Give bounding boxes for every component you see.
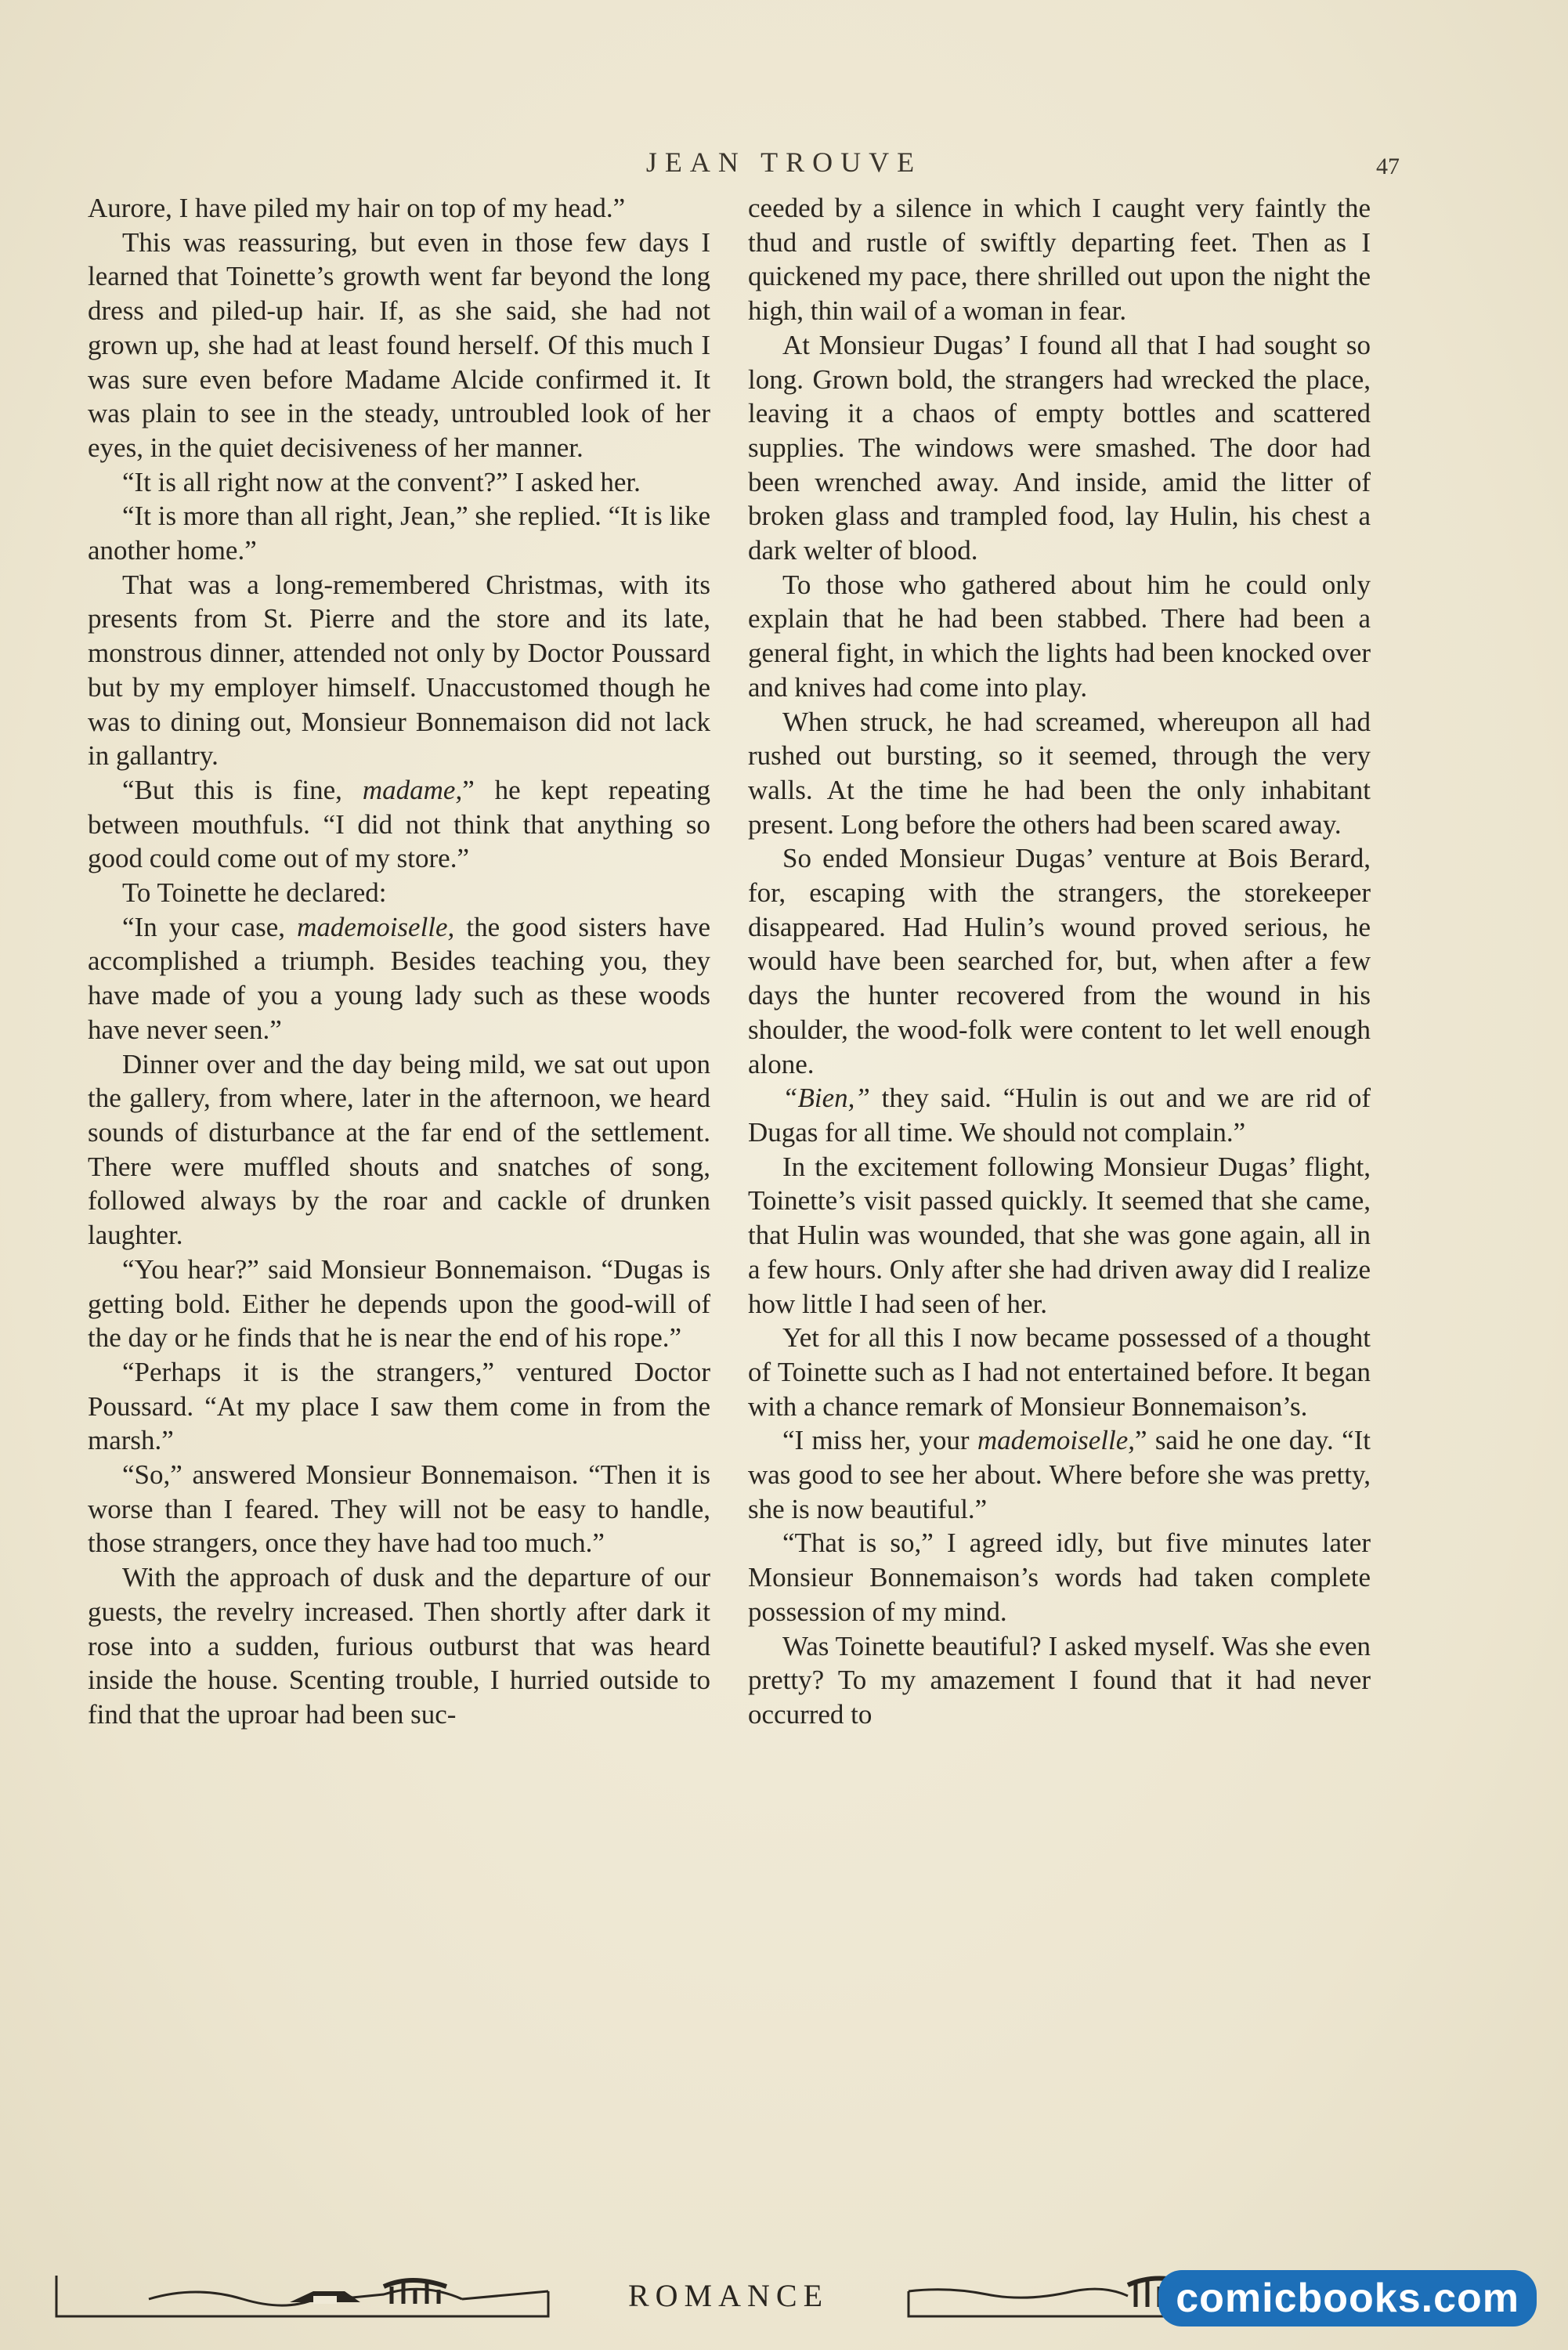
running-title: JEAN TROUVE xyxy=(645,146,923,178)
paragraph: “Bien,” they said. “Hulin is out and we are rid of Dugas for all time. We should not complain.” xyxy=(748,1083,1371,1148)
page-number: 47 xyxy=(1376,154,1400,179)
paragraph: At Monsieur Dugas’ I found all that I had sought so long. Grown bold, the strangers had wrecked the place, leaving it a chaos of empty bottles and scattered supplies. The windows were smashed. The door had been wrenched away. And inside, amid the litter of broken glass and trampled food, lay Hulin, his chest a dark welter of blood. xyxy=(748,329,1371,566)
paragraph: This was reassuring, but even in those few days I learned that Toinette’s growth went far beyond the long dress and piled-up hair. If, as she said, she had not grown up, she had at least found herself. Of this much I was sure even before Madame Alcide confirmed it. It was plain to see in the steady, untroubled look of her eyes, in the quiet decisiveness of her manner. xyxy=(88,226,710,463)
paragraph: So ended Monsieur Dugas’ venture at Bois Berard, for, escaping with the strangers, the storekeeper disappeared. Had Hulin’s wound proved serious, he would have been searched for, but, when after a few days the hunter recovered from the wound in his shoulder, the wood-folk were content to let well enough alone. xyxy=(748,843,1371,1079)
paragraph: “It is all right now at the convent?” I asked her. xyxy=(122,466,641,497)
watermark: comicbooks.com xyxy=(1158,2270,1537,2326)
italic-text: “Bien,” xyxy=(782,1083,870,1114)
paragraph: With the approach of dusk and the departure of our guests, the revelry increased. Then shortly after dark it rose into a sudden, furious outburst that was heard inside the house. Scenting trouble, I hurried outside to find that the uproar had been suc- xyxy=(88,1562,710,1730)
right-column xyxy=(748,191,1371,1732)
italic-text: madame, xyxy=(362,774,463,805)
paragraph: To those who gathered about him he could only explain that he had been stabbed. There had been a general fight, in which the lights had been knocked over and knives had come into play. xyxy=(748,569,1371,703)
paragraph: In the excitement following Monsieur Dugas’ flight, Toinette’s visit passed quickly. It seemed that she came, that Hulin was wounded, that she was gone again, all in a few hours. Only after she had driven away did I realize how little I had seen of her. xyxy=(748,1151,1371,1319)
paragraph: “So,” answered Monsieur Bonnemaison. “Then it is worse than I feared. They will not be easy to handle, those strangers, once they have had too much.” xyxy=(88,1459,710,1559)
paragraph: “You hear?” said Monsieur Bonnemaison. “Dugas is getting bold. Either he depends upon the good-will of the day or he finds that he is near the end of his rope.” xyxy=(88,1253,710,1354)
paragraph: ceeded by a silence in which I caught very faintly the thud and rustle of swiftly departing feet. Then as I quickened my pace, there shrilled out upon the night the high, thin wail of a woman in fear. xyxy=(748,193,1371,327)
italic-text: mademoiselle, xyxy=(297,911,455,942)
paragraph: “In your case, mademoiselle, the good sisters have accomplished a triumph. Besides teaching you, they have made of you a young lady such as these woods have never seen.” xyxy=(88,911,711,1045)
paragraph: “That is so,” I agreed idly, but five minutes later Monsieur Bonnemaison’s words had taken complete possession of my mind. xyxy=(748,1528,1371,1627)
left-column xyxy=(88,191,710,1732)
footer-magazine-name: ROMANCE xyxy=(627,2278,829,2313)
paragraph: Dinner over and the day being mild, we sat out upon the gallery, from where, later in the afternoon, we heard sounds of disturbance at the far end of the settlement. There were muffled shouts and snatches of song, followed always by the roar and cackle of drunken laughter. xyxy=(88,1048,710,1251)
paragraph: “Perhaps it is the strangers,” ventured Doctor Poussard. “At my place I saw them come in from the marsh.” xyxy=(88,1356,710,1456)
paragraph: That was a long-remembered Christmas, with its presents from St. Pierre and the store and its late, monstrous dinner, attended not only by Doctor Poussard but by my employer himself. Unaccustomed though he was to dining out, Monsieur Bonnemaison did not lack in gallantry. xyxy=(88,569,710,772)
paragraph: “It is more than all right, Jean,” she replied. “It is like another home.” xyxy=(88,501,710,566)
paragraph: Was Toinette beautiful? I asked myself. Was she even pretty? To my amazement I found that it had never occurred to xyxy=(748,1630,1371,1730)
paragraph: “But this is fine, madame,” he kept repeating between mouthfuls. “I did not think that anything so good could come out of my store.” xyxy=(88,774,710,874)
paragraph: To Toinette he declared: xyxy=(122,877,387,909)
paragraph: Aurore, I have piled my hair on top of my head.” xyxy=(88,193,626,223)
italic-text: mademoiselle, xyxy=(977,1425,1136,1456)
paragraph: When struck, he had screamed, whereupon all had rushed out bursting, so it seemed, through the very walls. At the time he had been the only inhabitant present. Long before the others had been scared away. xyxy=(748,706,1371,840)
paragraph: “I miss her, your mademoiselle,” said he one day. “It was good to see her about. Where before she was pretty, she is now beautiful.” xyxy=(748,1425,1371,1524)
paragraph: Yet for all this I now became possessed of a thought of Toinette such as I had not entertained before. It began with a chance remark of Monsieur Bonnemaison’s. xyxy=(748,1322,1371,1422)
